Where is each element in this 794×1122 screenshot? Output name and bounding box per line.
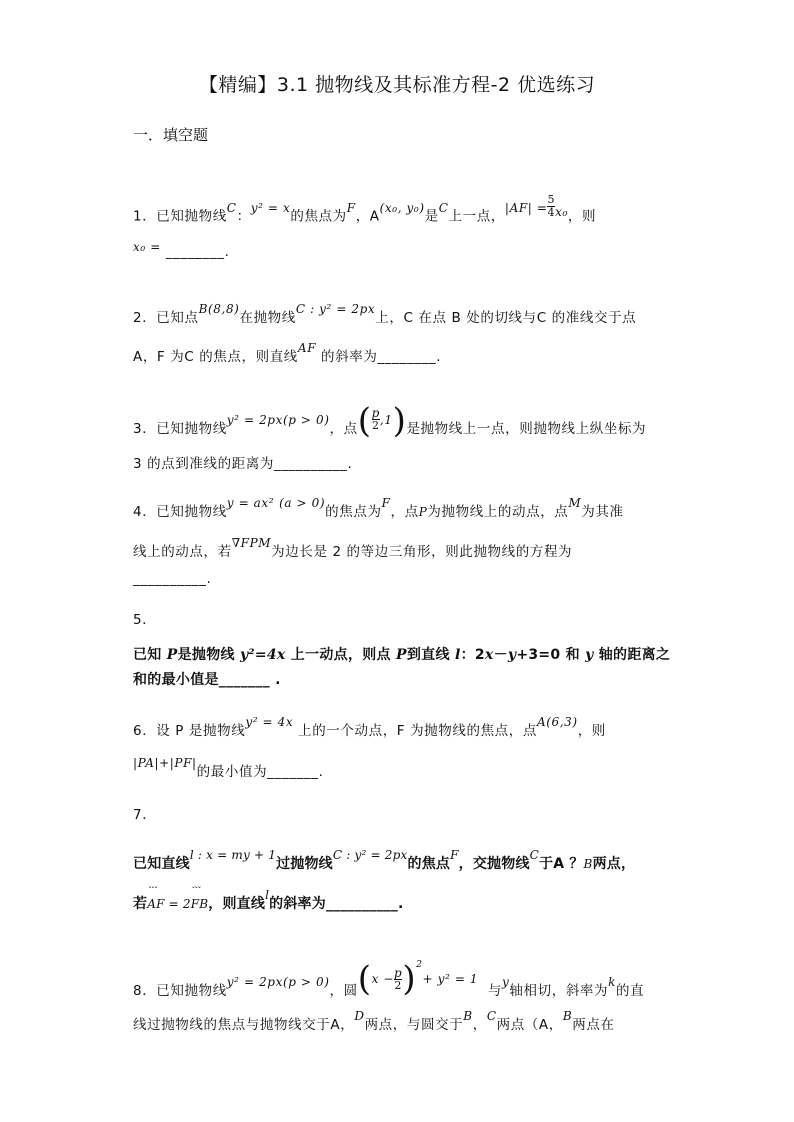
q4-text: 为抛物线上的动点，点	[427, 504, 569, 520]
question-5-number	[133, 608, 156, 628]
q4-text: 为其准	[581, 504, 624, 520]
q3-right-paren: )	[392, 401, 407, 441]
q2-text: 的斜率为________.	[321, 349, 442, 365]
q5-text: 到直线	[406, 647, 455, 663]
q3-equation: y² = 2px(p > 0)	[226, 413, 330, 427]
q1-text: 的焦点为	[290, 208, 347, 225]
q8-text: 两点，与圆交于	[364, 1017, 464, 1033]
q2-text: A，F 为C 的焦点，则直线	[133, 349, 298, 365]
q1-text: ，则	[567, 208, 597, 225]
q5-math-p: P	[396, 647, 407, 663]
q3-left-paren: (	[357, 401, 372, 441]
question-7-line-1	[133, 848, 636, 873]
q1-text: 1．已知抛物线	[133, 208, 227, 225]
question-3-line-1	[133, 401, 647, 446]
q8-text: 的直	[616, 983, 645, 999]
q5-text: 上一动点，则点	[285, 647, 397, 663]
q3-text: 是抛物线上一点，则抛物线上纵坐标为	[406, 421, 647, 437]
q5-math-x: x	[484, 647, 494, 663]
q2-point: B(8,8)	[198, 302, 240, 316]
q8-text: 两点在	[572, 1017, 615, 1033]
q5-equation: y²=4x	[239, 647, 286, 663]
q4-text: ，点	[390, 504, 419, 520]
q8-square: 2	[416, 960, 423, 970]
q5-math-y: y	[585, 647, 594, 663]
q1-text: 是	[424, 208, 439, 225]
q8-text: 线过抛物线的焦点与抛物线交于A，	[133, 1017, 355, 1033]
q4-math-m: M	[568, 496, 582, 510]
q2-text: 上，C 在点 B 处的切线与C 的准线交于点	[375, 310, 637, 326]
q7-math-b: B	[583, 857, 593, 871]
q7-text: 的焦点	[407, 856, 451, 872]
q2-text: 2．已知点	[133, 310, 199, 326]
q6-text: 的最小值为_______.	[196, 764, 324, 780]
q8-text: 两点（A，	[496, 1017, 563, 1033]
question-1-line-1	[133, 193, 597, 229]
q5-number: 5．	[133, 612, 157, 628]
q8-right-paren: )	[402, 959, 417, 999]
q7-vector-fb: ˇˇˇ FB	[191, 897, 209, 911]
q8-left-paren: (	[357, 959, 372, 999]
q1-equation: y² = x	[250, 200, 291, 215]
q1-blank: ________.	[165, 244, 230, 260]
q1-math-f: F	[346, 200, 356, 215]
q8-math-y: y	[502, 975, 510, 989]
q1-math-c: C	[438, 200, 449, 215]
q5-math-y: y	[507, 647, 517, 663]
q4-blank: __________.	[133, 571, 212, 587]
question-4-line-1	[133, 496, 624, 520]
q3-frac-den: 2	[371, 418, 380, 432]
q7-number: 7．	[133, 807, 157, 823]
question-4-line-2	[133, 536, 573, 560]
q1-x0: x₀	[555, 204, 568, 219]
q3-one: ,1	[379, 413, 393, 427]
q5-text: 轴的距离之	[593, 647, 671, 663]
q8-x-minus: x −	[371, 972, 395, 986]
q8-math-k: k	[608, 975, 616, 989]
page-title: 【精编】3.1 抛物线及其标准方程-2 优选练习	[198, 74, 596, 96]
q7-math-c: C	[529, 848, 540, 862]
q7-text: ，则直线	[208, 896, 266, 912]
q1-af: |AF| =	[504, 200, 548, 215]
q1-text: ：	[236, 208, 251, 225]
q2-text: 在抛物线	[239, 310, 296, 326]
q7-vector-af: ˇˇˇ AF	[147, 897, 164, 911]
q3-fraction	[372, 407, 380, 432]
q7-text: 的斜率为__________.	[269, 896, 404, 912]
q8-frac-num: p	[394, 965, 403, 980]
q5-text: 和的最小值是_______ .	[133, 672, 281, 688]
q4-text: 为边长是 2 的等边三角形，则此抛物线的方程为	[271, 544, 573, 560]
q5-text: 是抛物线	[177, 647, 240, 663]
question-5-line-1	[133, 644, 670, 664]
question-1-line-2	[133, 240, 230, 260]
q6-text: ，则	[577, 723, 606, 739]
q5-math-l: l	[454, 647, 461, 663]
q8-math-c: C	[486, 1009, 497, 1023]
q8-math-b: B	[463, 1009, 473, 1023]
q8-text: 轴相切，斜率为	[509, 983, 609, 999]
q1-frac-num: 5	[547, 193, 556, 206]
q8-circle-rest: + y² = 1	[422, 972, 479, 986]
q4-text: 4．已知抛物线	[133, 504, 227, 520]
q8-text: 与	[487, 983, 503, 999]
q7-text: ，交抛物线	[458, 856, 530, 872]
q7-text: 若	[133, 896, 148, 912]
q5-text: 已知	[133, 647, 167, 663]
q1-fraction	[547, 194, 555, 219]
q4-equation: y = ax²	[226, 496, 275, 510]
q2-af: AF	[297, 341, 317, 355]
q8-math-d: D	[354, 1009, 365, 1023]
q6-text: 上的一个动点，F 为抛物线的焦点，点	[298, 723, 537, 739]
q1-text: 上一点，	[448, 208, 505, 225]
question-7-line-2	[133, 888, 404, 913]
q7-line-equation: l : x = my + 1	[189, 848, 277, 862]
q8-text: ，圆	[329, 983, 358, 999]
q6-expression: |PA|+|PF|	[133, 756, 197, 770]
question-7-number	[133, 803, 156, 823]
question-5-line-2	[133, 669, 281, 689]
q4-triangle: ∇FPM	[231, 536, 272, 550]
q7-text: 于A ？	[539, 856, 584, 872]
q3-text: ，点	[329, 421, 358, 437]
q5-text: +3=0 和	[516, 647, 586, 663]
q8-text: ，	[472, 1017, 487, 1033]
q5-math-p: P	[166, 647, 178, 663]
q7-text: 两点，	[592, 856, 636, 872]
q2-equation: C : y² = 2px	[295, 302, 376, 316]
q7-equation: C : y² = 2px	[332, 848, 408, 862]
question-8-line-2	[133, 1009, 615, 1033]
q6-point: A(6,3)	[536, 715, 578, 729]
q4-math-f: F	[381, 496, 391, 510]
q3-text: 3 的点到准线的距离为__________.	[133, 456, 353, 472]
q8-equation: y² = 2px(p > 0)	[226, 975, 330, 989]
q7-math-l: l	[265, 888, 270, 902]
question-4-line-3	[133, 571, 211, 587]
q5-text: ：2	[460, 647, 485, 663]
q4-text: 线上的动点，若	[133, 544, 232, 560]
q6-equation: y² = 4x	[245, 715, 294, 729]
question-6-line-1	[133, 715, 606, 739]
q3-text: 3．已知抛物线	[133, 421, 227, 437]
q8-frac-den: 2	[394, 978, 402, 992]
section-heading: 一．填空题	[133, 126, 209, 144]
q1-frac-den: 4	[547, 206, 556, 219]
q8-text: 8．已知抛物线	[133, 983, 227, 999]
q6-text: 6．设 P 是抛物线	[133, 723, 246, 739]
q7-equals: = 2	[164, 897, 191, 911]
q1-point: (x₀, y₀)	[379, 200, 425, 215]
q4-math-p: P	[418, 505, 428, 519]
q8-math-b: B	[562, 1009, 573, 1023]
question-2-line-1	[133, 302, 637, 326]
question-3-line-2	[133, 452, 352, 472]
q4-text: 的焦点为	[325, 504, 382, 520]
q5-text: －	[493, 647, 508, 663]
question-2-line-2	[133, 341, 442, 365]
q7-text: 过抛物线	[276, 856, 333, 872]
q1-text: ，A	[355, 208, 380, 225]
q1-x0-answer: x₀ =	[133, 240, 161, 254]
q4-condition: (a > 0)	[279, 496, 326, 510]
q3-frac-num: p	[371, 405, 380, 420]
q7-text: 已知直线	[133, 856, 190, 872]
question-6-line-2	[133, 756, 324, 780]
q1-math-c: C	[226, 200, 237, 215]
question-8-line-1	[133, 959, 645, 1008]
q7-math-f: F	[450, 848, 459, 862]
